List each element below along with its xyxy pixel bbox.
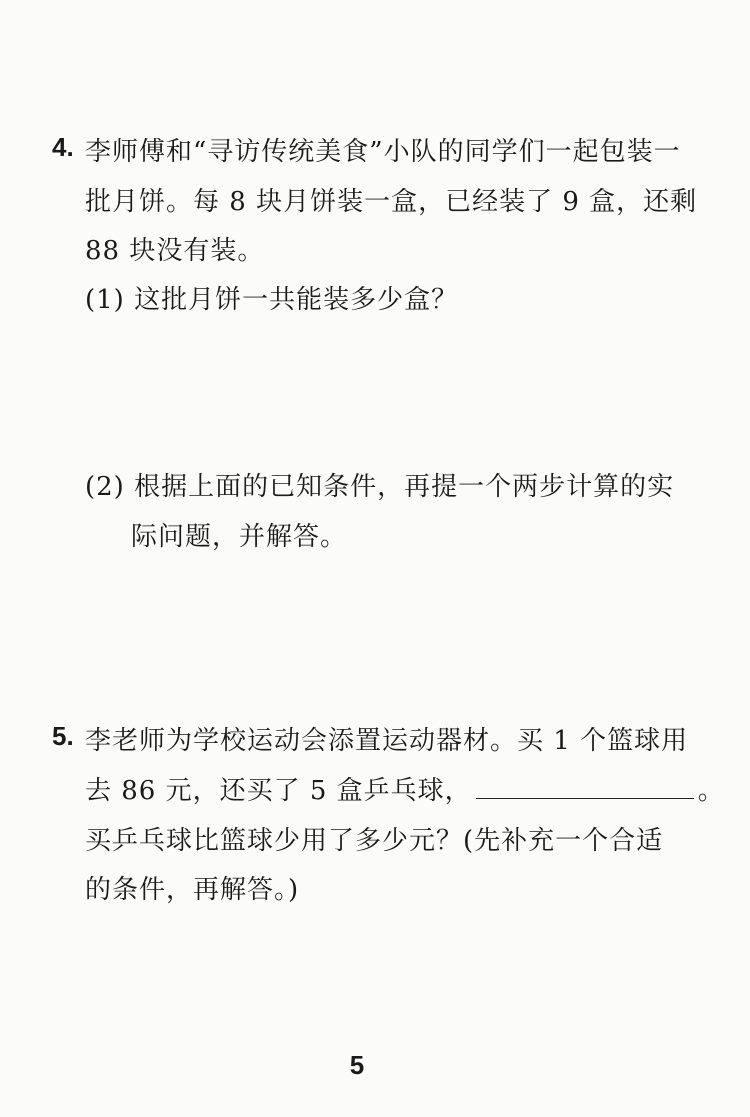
problem-5-number: 5. [52, 721, 74, 751]
problem-5-line-4: 的条件，再解答。) [85, 875, 300, 905]
problem-4-line-3: 88 块没有装。 [85, 236, 265, 266]
problem-5-line-1: 李老师为学校运动会添置运动器材。买 1 个篮球用 [85, 726, 689, 756]
problem-4-line-2: 批月饼。每 8 块月饼装一盒，已经装了 9 盒，还剩 [85, 187, 698, 217]
problem-5-line-2-end: 。 [697, 776, 725, 806]
problem-5-line-3: 买乒乓球比篮球少用了多少元？(先补充一个合适 [85, 826, 664, 856]
problem-4-question-1: (1) 这批月饼一共能装多少盒？ [85, 285, 459, 315]
problem-4-line-1: 李师傅和“寻访传统美食”小队的同学们一起包装一 [85, 137, 681, 167]
page-number: 5 [349, 1050, 365, 1080]
answer-blank[interactable] [476, 776, 694, 799]
problem-4-number: 4. [52, 132, 74, 162]
problem-4-question-2-line-2: 际问题，并解答。 [131, 522, 348, 552]
problem-5-line-2-text: 去 86 元，还买了 5 盒乒乓球， [85, 776, 472, 806]
problem-4-question-2-line-1: (2) 根据上面的已知条件，再提一个两步计算的实 [85, 472, 675, 502]
problem-5-line-2 [85, 770, 725, 807]
